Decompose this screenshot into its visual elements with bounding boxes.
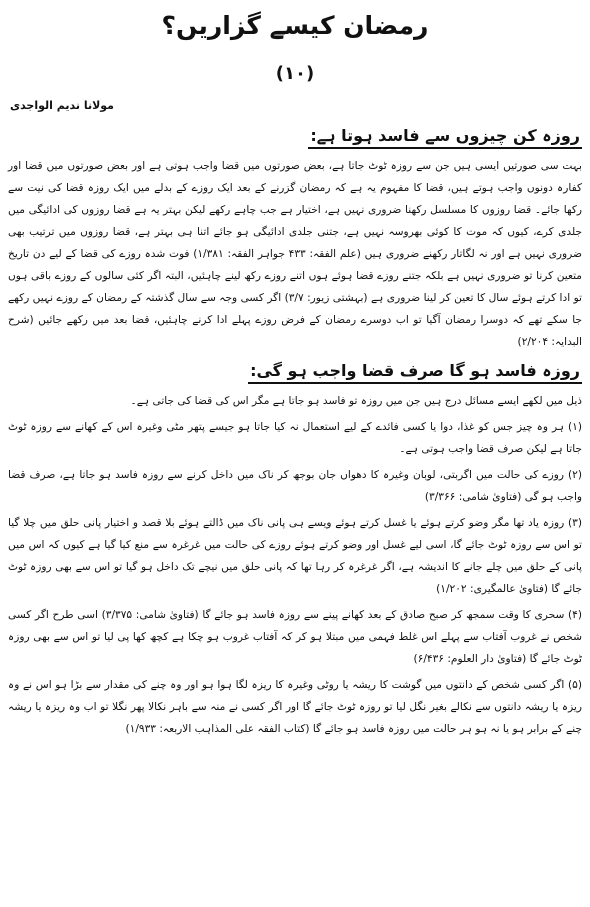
section-1-body: بہت سی صورتیں ایسی ہیں جن سے روزہ ٹوٹ جاتا ہے، بعض صورتوں میں قضا واجب ہوتی ہے اور بعض صورتوں میں قضا اور کفارہ دونوں واجب ہوتے ہیں، قضا کا مفہوم یہ ہے کہ رمضان گزرنے کے بعد ایک روزے کے بدلے میں ایک روزہ قضا کی نیت سے رکھا جائے۔ قضا روزوں کا مسلسل رکھنا ضروری نہیں ہے، اختیار ہے جب چاہے رکھے لیکن بہتر یہ ہے قضا روزوں کی ادائیگی میں جلدی کرے، کیوں کہ موت کا کوئی بھروسہ نہیں ہے، جتنی جلدی ادائیگی ہو جائے اتنا ہی بہتر ہے، قضا روزوں میں ترتیب بھی ضروری نہیں ہے اور نہ لگاتار رکھنے ضروری ہیں (علم الفقہ: ۴۳۳ جواہر الفقہ: ۱/۳۸۱) فوت شدہ روزے کی قضا کے لیے دن تاریخ متعین کرنا تو ضروری نہیں ہے بلکہ جتنے روزے قضا ہوئے ہوں اتنے روزے رکھ لینے چاہئیں، البتہ اگر کئی سالوں کے روزے باقی ہوں تو ادا کرتے ہوئے سال کا تعین کر لینا ضروری ہے (بہشتی زیور: ۳/۷) اگر کسی وجہ سے سال گذشتہ کے رمضان کے روزے نہیں رکھے جا سکے تھے کہ دوسرا رمضان آگیا تو اب دوسرے رمضان کے فرض روزے پہلے ادا کرنے چاہئیں، قضا بعد میں رکھے جائیں (شرح البدایہ: ۲/۲۰۴) [8,160,582,348]
ruling-item-5: (۵) اگر کسی شخص کے دانتوں میں گوشت کا ریشہ یا روٹی وغیرہ کا ریزہ لگا ہوا ہو اور وہ چنے کی مقدار سے بڑا ہو اس نے وہ ریزہ یا ریشہ دانتوں سے نکالے بغیر نگل لیا تو روزہ ٹوٹ جائے گا اور اگر کسی نے منہ سے باہر نکالا پھر نگلا تو اب وہ ریزہ یا ریشہ چنے کے برابر ہو یا نہ ہو ہر حالت میں روزہ فاسد ہو جائے گا (کتاب الفقہ علی المذاہب الاربعہ: ۱/۹۳۳) [8,679,582,735]
author-name: مولانا ندیم الواجدی [10,99,114,112]
section-heading [8,126,582,149]
article-title: رمضان کیسے گزاریں؟ [161,11,429,40]
section-heading [8,361,582,384]
episode-number: (۱۰) [275,63,315,84]
section-2-heading: روزہ فاسد ہو گا صرف قضا واجب ہو گی: [248,361,582,384]
ruling-item-1: (۱) ہر وہ چیز جس کو غذا، دوا یا کسی فائدے کے لیے استعمال نہ کیا جاتا ہو جیسے پتھر مٹی وغیرہ اس کے کھانے سے روزہ ٹوٹ جاتا ہے لیکن صرف قضا واجب ہوتی ہے۔ [8,421,582,455]
ruling-item-4: (۴) سحری کا وقت سمجھ کر صبح صادق کے بعد کھانے پینے سے روزہ فاسد ہو جائے گا (فتاویٰ شامی: ۳/۳۷۵) اسی طرح اگر کسی شخص نے غروب آفتاب سے پہلے اس غلط فہمی میں مبتلا ہو کر کہ آفتاب غروب ہو چکا ہے کچھ کھا پی لیا تو اس سے بھی روزہ ٹوٹ جائے گا (فتاویٰ دار العلوم: ۶/۴۳۶) [8,609,582,665]
ruling-list [8,416,582,740]
section-1-heading: روزہ کن چیزوں سے فاسد ہوتا ہے: [308,126,582,149]
ruling-item-3: (۳) روزہ یاد تھا مگر وضو کرتے ہوئے یا غسل کرتے ہوئے ویسے ہی پانی ناک میں ڈالتے ہوئے بلا قصد و اختیار پانی حلق میں چلا گیا تو اس سے روزہ ٹوٹ جائے گا، اسی لیے غسل اور وضو کرتے ہوئے روزے کی حالت میں غرغرہ سے منع کیا گیا ہے کیوں کہ اس میں پانی کے حلق میں چلے جانے کا اندیشہ ہے، اگر غرغرہ کر رہا تھا کہ پانی حلق میں نیچے تک داخل ہو گیا تو اس سے بھی روزہ ٹوٹ جائے گا (فتاویٰ عالمگیری: ۱/۲۰۲) [8,517,582,595]
section-2-intro: ذیل میں لکھے ایسے مسائل درج ہیں جن میں روزہ تو فاسد ہو جاتا ہے مگر اس کی قضا کی جاتی ہے۔ [130,395,582,407]
ruling-item-2: (۲) روزے کی حالت میں اگربتی، لوبان وغیرہ کا دھواں جان بوجھ کر ناک میں داخل کرنے سے روزہ فاسد ہو جاتا ہے، صرف قضا واجب ہو گی (فتاویٰ شامی: ۳/۳۶۶) [8,469,582,503]
